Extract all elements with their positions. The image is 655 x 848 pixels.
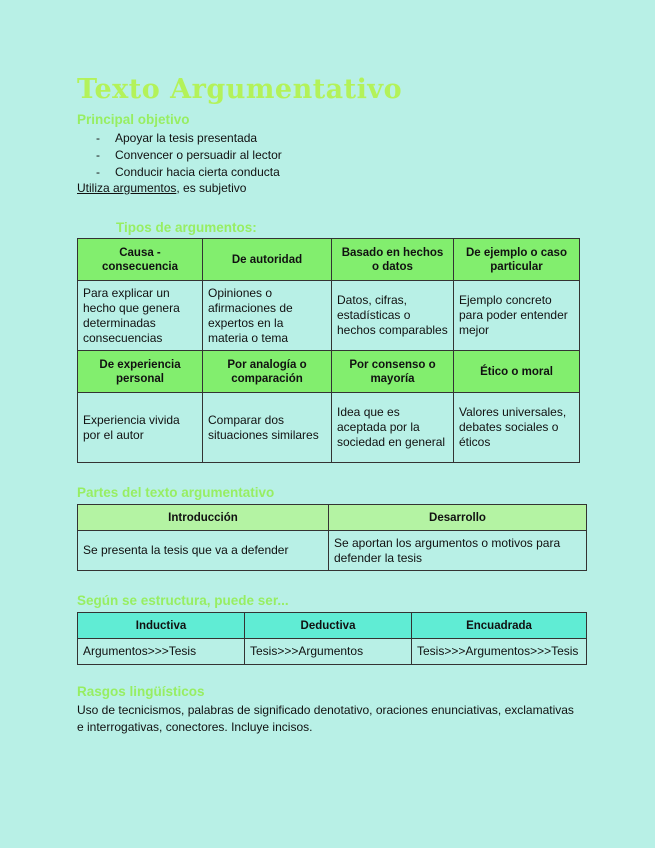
table-cell: Se aportan los argumentos o motivos para defender la tesis bbox=[329, 531, 587, 571]
table-cell: Valores universales, debates sociales o éticos bbox=[454, 393, 580, 463]
list-item: - Conducir hacia cierta conducta bbox=[96, 165, 280, 179]
table-cell: Para explicar un hecho que genera determinadas consecuencias bbox=[78, 281, 203, 351]
structure-table bbox=[77, 612, 587, 665]
table-cell: Ejemplo concreto para poder entender mejor bbox=[454, 281, 580, 351]
list-item: - Convencer o persuadir al lector bbox=[96, 148, 282, 162]
table-row bbox=[78, 639, 587, 665]
table-cell: Opiniones o afirmaciones de expertos en la materia o tema bbox=[203, 281, 332, 351]
table-cell: Se presenta la tesis que va a defender bbox=[78, 531, 329, 571]
table-header-cell: Deductiva bbox=[245, 613, 412, 639]
tipos-heading: Tipos de argumentos: bbox=[116, 220, 257, 235]
table-header-cell: Ético o moral bbox=[454, 351, 580, 393]
bullet-text: Apoyar la tesis presentada bbox=[115, 131, 258, 145]
table-cell: Datos, cifras, estadísticas o hechos comparables bbox=[332, 281, 454, 351]
table-header-cell: De ejemplo o caso particular bbox=[454, 239, 580, 281]
table-header-cell: Causa - consecuencia bbox=[78, 239, 203, 281]
table-header-row bbox=[78, 351, 580, 393]
table-header-cell: De autoridad bbox=[203, 239, 332, 281]
table-header-cell: Introducción bbox=[78, 505, 329, 531]
table-header-cell: De experiencia personal bbox=[78, 351, 203, 393]
bullet-text: Conducir hacia cierta conducta bbox=[115, 165, 280, 179]
argument-types-table bbox=[77, 238, 580, 463]
table-header-cell: Por analogía o comparación bbox=[203, 351, 332, 393]
table-row bbox=[78, 393, 580, 463]
rasgos-heading: Rasgos lingüísticos bbox=[77, 684, 205, 699]
list-item: - Apoyar la tesis presentada bbox=[96, 131, 258, 145]
table-header-cell: Desarrollo bbox=[329, 505, 587, 531]
table-header-cell: Inductiva bbox=[78, 613, 245, 639]
table-cell: Comparar dos situaciones similares bbox=[203, 393, 332, 463]
page-title: Texto Argumentativo bbox=[77, 74, 403, 105]
partes-heading: Partes del texto argumentativo bbox=[77, 485, 275, 500]
table-row bbox=[78, 281, 580, 351]
table-cell: Experiencia vivida por el autor bbox=[78, 393, 203, 463]
rasgos-text: Uso de tecnicismos, palabras de significado denotativo, oraciones enunciativas, exclamativas e interrogativas, conectores. Incluye incisos. bbox=[77, 703, 574, 734]
table-cell: Tesis>>>Argumentos>>>Tesis bbox=[412, 639, 587, 665]
table-header-cell: Por consenso o mayoría bbox=[332, 351, 454, 393]
principal-bullet-list bbox=[96, 130, 282, 181]
table-header-row bbox=[78, 505, 587, 531]
table-cell: Tesis>>>Argumentos bbox=[245, 639, 412, 665]
table-cell: Argumentos>>>Tesis bbox=[78, 639, 245, 665]
table-header-row bbox=[78, 613, 587, 639]
table-header-cell: Encuadrada bbox=[412, 613, 587, 639]
note-rest: , es subjetivo bbox=[176, 181, 247, 195]
table-row bbox=[78, 531, 587, 571]
principal-note bbox=[77, 180, 246, 197]
note-underlined: Utiliza argumentos bbox=[77, 181, 177, 195]
table-header-row bbox=[78, 239, 580, 281]
bullet-text: Convencer o persuadir al lector bbox=[115, 148, 282, 162]
table-cell: Idea que es aceptada por la sociedad en general bbox=[332, 393, 454, 463]
principal-heading: Principal objetivo bbox=[77, 112, 190, 127]
estructura-heading: Según se estructura, puede ser... bbox=[77, 593, 289, 608]
text-parts-table bbox=[77, 504, 587, 571]
table-header-cell: Basado en hechos o datos bbox=[332, 239, 454, 281]
